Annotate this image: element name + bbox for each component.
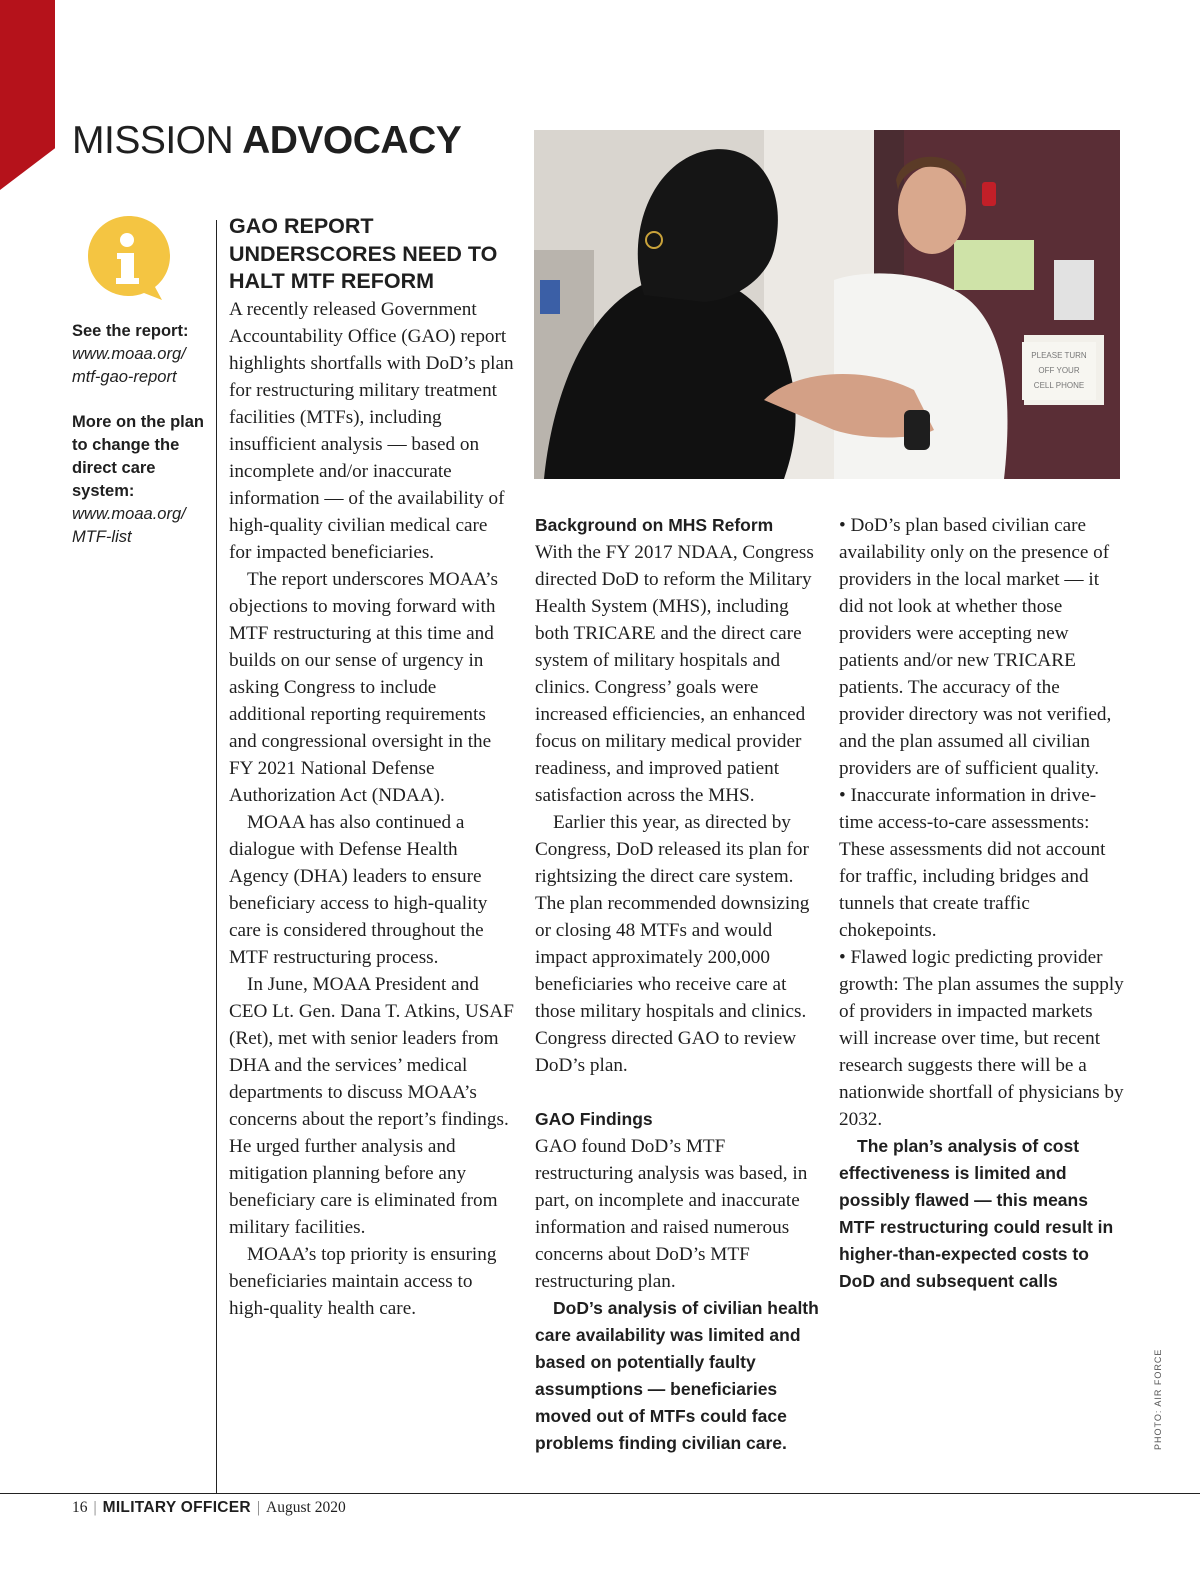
footer-separator: | xyxy=(93,1499,97,1516)
report-url-line-2[interactable]: mtf-gao-report xyxy=(72,368,177,386)
bullet-item xyxy=(839,782,1124,944)
bold-finding: The plan’s analysis of cost effectiveness is limited and possibly flawed — this means MTF restructuring could result in higher-than-expected costs to DoD and subsequent calls xyxy=(839,1136,1114,1291)
plan-url-line-2[interactable]: MTF-list xyxy=(72,528,132,546)
photo-credit: PHOTO: AIR FORCE xyxy=(1153,1348,1163,1450)
page-footer xyxy=(72,1496,346,1520)
paragraph: GAO found DoD’s MTF restructuring analysis was based, in part, on incomplete and inaccurate information and raised numerous concerns about DoD’s MTF restructuring plan. xyxy=(535,1136,808,1292)
report-label: See the report: xyxy=(72,322,189,340)
paragraph: MOAA’s top priority is ensuring beneficiaries maintain access to high-quality health care. xyxy=(229,1244,497,1319)
bold-finding: DoD’s analysis of civilian health care availability was limited and based on potentially faulty assumptions — beneficiaries moved out of MTFs could face problems finding civilian care. xyxy=(535,1298,819,1453)
subheading-gao-findings: GAO Findings xyxy=(535,1109,653,1129)
article-column-3 xyxy=(839,512,1124,1295)
section-title-bold: ADVOCACY xyxy=(242,119,462,162)
bullet-icon: • xyxy=(839,515,846,536)
corner-accent-tab xyxy=(0,0,55,190)
cellphone-sign xyxy=(1022,342,1096,400)
issue-date: August 2020 xyxy=(266,1499,346,1516)
bullet-text: Flawed logic predicting provider growth: The plan assumes the supply of providers in impacted markets will increase over time, but recent research suggests there will be a nationwide shortfall of physicians by 2032. xyxy=(839,947,1124,1130)
paragraph: Earlier this year, as directed by Congress, DoD released its plan for rightsizing the direct care system. The plan recommended downsizing or closing 48 MTFs and would impact approximately 200,000 beneficiaries who receive care at those military hospitals and clinics. Congress directed GAO to review DoD’s plan. xyxy=(535,812,810,1076)
column-divider xyxy=(216,220,217,1493)
sidebar-links xyxy=(72,320,210,571)
paragraph-bold xyxy=(535,1295,820,1457)
bullet-icon: • xyxy=(839,785,846,806)
sign-line-1: PLEASE TURN xyxy=(1031,351,1087,360)
paragraph: With the FY 2017 NDAA, Congress directed DoD to reform the Military Health System (MHS), including both TRICARE and the direct care system of military hospitals and clinics. Congress’ goals were increased efficiencies, an enhanced focus on military medical provider readiness, and improved patient satisfaction across the MHS. xyxy=(535,542,814,806)
bullet-item xyxy=(839,944,1124,1133)
bullet-text: Inaccurate information in drive-time access-to-care assessments: These assessments did not account for traffic, including bridges and tunnels that create traffic chokepoints. xyxy=(839,785,1106,941)
plan-label: More on the plan to change the direct care system: xyxy=(72,413,204,500)
page-number: 16 xyxy=(72,1499,88,1516)
section-title xyxy=(72,118,461,164)
section-title-light: MISSION xyxy=(72,119,234,162)
paragraph: A recently released Government Accountability Office (GAO) report highlights shortfalls with DoD’s plan for restructuring military treatment facilities (MTFs), including insufficient analysis — based on incomplete and/or inaccurate information — of the availability of high-quality civilian medical care for impacted beneficiaries. xyxy=(229,299,514,563)
sign-line-3: CELL PHONE xyxy=(1033,381,1085,390)
article-column-1 xyxy=(229,296,514,1322)
info-icon xyxy=(86,214,172,302)
report-link-block xyxy=(72,320,210,389)
report-url-line-1[interactable]: www.moaa.org/ xyxy=(72,345,186,363)
article-headline: GAO REPORT UNDERSCORES NEED TO HALT MTF REFORM xyxy=(229,214,498,293)
paragraph: In June, MOAA President and CEO Lt. Gen. Dana T. Atkins, USAF (Ret), met with senior leaders from DHA and the services’ medical departments to discuss MOAA’s concerns about the report’s findings. He urged further analysis and mitigation planning before any beneficiary care is eliminated from military facilities. xyxy=(229,974,514,1238)
spacer xyxy=(535,1079,820,1106)
footer-rule xyxy=(0,1493,1200,1494)
subheading-background: Background on MHS Reform xyxy=(535,515,774,535)
plan-url-line-1[interactable]: www.moaa.org/ xyxy=(72,505,186,523)
article-photo xyxy=(534,130,1120,479)
publication-name: MILITARY OFFICER xyxy=(102,1499,251,1516)
paragraph: MOAA has also continued a dialogue with Defense Health Agency (DHA) leaders to ensure beneficiary access to high-quality care is considered throughout the MTF restructuring process. xyxy=(229,812,488,968)
footer-separator: | xyxy=(256,1499,261,1516)
paragraph-bold xyxy=(839,1133,1124,1295)
paragraph: The report underscores MOAA’s objections to moving forward with MTF restructuring at this time and builds on our sense of urgency in asking Congress to include additional reporting requirements and congressional oversight in the FY 2021 National Defense Authorization Act (NDAA). xyxy=(229,569,498,806)
bullet-icon: • xyxy=(839,947,846,968)
bullet-item xyxy=(839,512,1124,782)
plan-link-block xyxy=(72,411,210,549)
sign-line-2: OFF YOUR xyxy=(1038,366,1080,375)
bullet-text: DoD’s plan based civilian care availability only on the presence of providers in the local market — it did not look at whether those providers were accepting new patients and/or new TRICARE patients. The accuracy of the provider directory was not verified, and the plan assumed all civilian providers are of sufficient quality. xyxy=(839,515,1112,779)
article-column-2 xyxy=(535,512,820,1457)
